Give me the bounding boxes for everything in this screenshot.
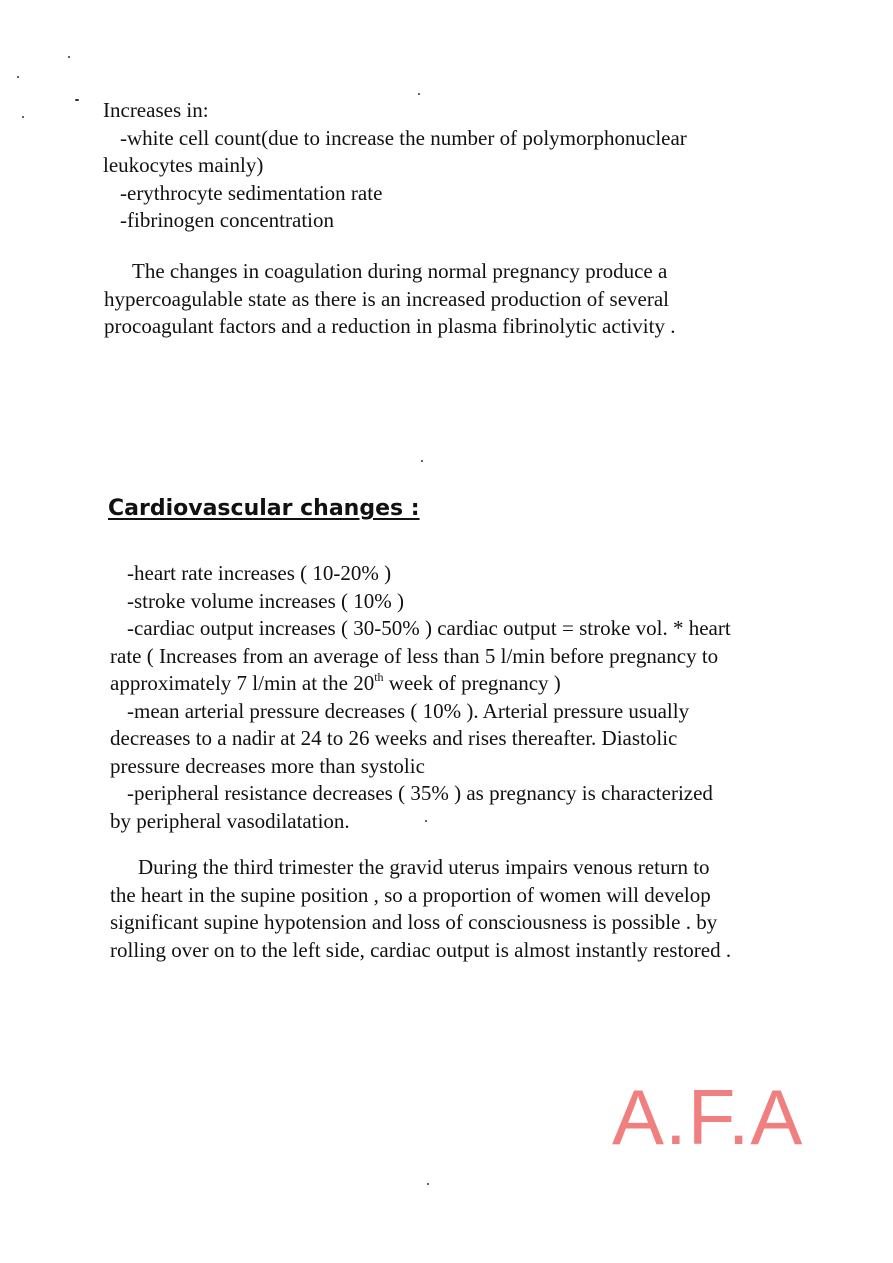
list-item: by peripheral vasodilatation. — [110, 808, 350, 833]
coagulation-paragraph — [104, 258, 675, 341]
list-item: decreases to a nadir at 24 to 26 weeks and rises thereafter. Diastolic — [110, 726, 678, 750]
list-item: -erythrocyte sedimentation rate — [120, 180, 383, 205]
watermark-text: A.F.A — [612, 1073, 804, 1161]
paragraph-line: procoagulant factors and a reduction in plasma fibrinolytic activity . — [104, 314, 676, 338]
scan-speck — [418, 93, 420, 95]
text-fragment: week of pregnancy ) — [383, 671, 561, 695]
cardio-list — [110, 560, 731, 835]
paragraph-line: hypercoagulable state as there is an increased production of several — [104, 286, 670, 311]
scan-speck — [22, 116, 24, 118]
list-item: -white cell count(due to increase the number of polymorphonuclear — [120, 125, 687, 150]
superscript: th — [374, 670, 384, 684]
list-item: -stroke volume increases ( 10% ) — [127, 588, 404, 613]
text-fragment: approximately 7 l/min at the 20 — [110, 671, 375, 695]
scan-speck — [68, 56, 70, 58]
scan-speck — [427, 1183, 429, 1185]
paragraph-line: The changes in coagulation during normal pregnancy produce a — [132, 259, 668, 283]
paragraph-line: significant supine hypotension and loss of consciousness is possible . by — [110, 910, 718, 934]
list-item: -cardiac output increases ( 30-50% ) cardiac output = stroke vol. * heart — [127, 616, 731, 640]
scan-speck — [17, 76, 19, 78]
section-heading: Cardiovascular changes : — [108, 496, 420, 521]
paragraph-line: the heart in the supine position , so a proportion of women will develop — [110, 882, 711, 907]
list-item-with-superscript — [110, 670, 731, 698]
third-trimester-paragraph — [110, 854, 731, 964]
list-item: pressure decreases more than systolic — [110, 753, 425, 778]
scan-speck — [75, 99, 79, 101]
increases-title: Increases in: — [103, 98, 209, 122]
scan-speck — [421, 460, 423, 462]
list-item: rate ( Increases from an average of less than 5 l/min before pregnancy to — [110, 643, 719, 668]
list-item: -peripheral resistance decreases ( 35% ) as pregnancy is characterized — [127, 781, 713, 805]
list-item: leukocytes mainly) — [103, 153, 264, 177]
paragraph-line: rolling over on to the left side, cardiac output is almost instantly restored . — [110, 937, 732, 962]
paragraph-line: During the third trimester the gravid uterus impairs venous return to — [138, 855, 710, 879]
list-item: -fibrinogen concentration — [120, 208, 334, 232]
increases-block — [103, 97, 687, 235]
list-item: -heart rate increases ( 10-20% ) — [127, 561, 392, 585]
list-item: -mean arterial pressure decreases ( 10% ). Arterial pressure usually — [127, 698, 690, 723]
